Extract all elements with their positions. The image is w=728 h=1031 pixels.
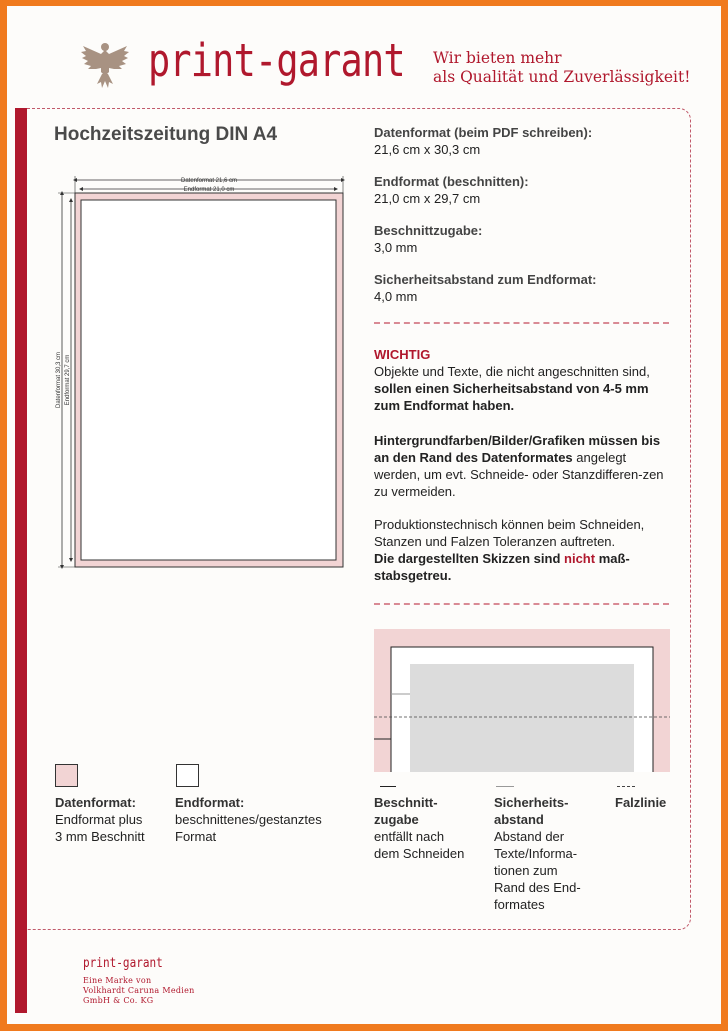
legend-datenformat-swatch <box>55 764 78 787</box>
legend-title: Endformat: <box>175 795 245 810</box>
spec-value: 3,0 mm <box>374 240 418 255</box>
legend-line: 3 mm Beschnitt <box>55 829 145 844</box>
footer-brand: print-garant <box>83 956 163 971</box>
important-heading: WICHTIG <box>374 347 431 362</box>
legend-title: Falzlinie <box>615 795 667 810</box>
spec-beschnitt <box>374 222 482 256</box>
width-data-label: Datenformat 21,6 cm <box>180 178 238 184</box>
legend-title: abstand <box>494 812 544 827</box>
legend-line: Format <box>175 829 217 844</box>
footer-note-line: Eine Marke von <box>83 976 152 985</box>
spec-label: Datenformat (beim PDF schreiben): <box>374 125 593 140</box>
detail-diagram <box>374 629 670 774</box>
legend-line: Abstand der <box>494 829 565 844</box>
spec-endformat <box>374 173 529 207</box>
height-data-label: Datenformat 30,3 cm <box>56 351 62 409</box>
trim-area <box>81 200 336 560</box>
legend-datenformat <box>55 794 145 845</box>
legend-line: entfällt nach <box>374 829 445 844</box>
important-p2 <box>374 432 666 500</box>
tagline-line1: Wir bieten mehr <box>433 49 562 67</box>
legend-beschnitt-line <box>380 786 396 787</box>
brand-logo-text: print-garant <box>148 34 405 87</box>
tagline-line2: als Qualität und Zuverlässigkeit! <box>433 68 691 86</box>
legend-title: Datenformat: <box>55 795 136 810</box>
legend-line: dem Schneiden <box>374 846 465 861</box>
important-section <box>374 346 674 414</box>
legend-endformat-swatch <box>176 764 199 787</box>
spec-label: Sicherheitsabstand zum Endformat: <box>374 272 597 287</box>
separator <box>374 322 669 324</box>
important-p3 <box>374 516 674 584</box>
legend-line: tionen zum <box>494 863 558 878</box>
legend-line: formates <box>494 897 545 912</box>
footer-note <box>83 976 195 1006</box>
format-diagram <box>50 170 350 575</box>
tagline <box>433 49 690 87</box>
important-p3-red: nicht <box>564 551 596 566</box>
important-p1-bold: sollen einen Sicherheitsabstand von 4-5 mm zum Endformat haben. <box>374 381 649 413</box>
important-p2-normal: angelegt werden, um evt. Schneide- oder Stanzdifferen-zen zu vermeiden. <box>374 450 664 499</box>
legend-beschnitt <box>374 794 464 862</box>
separator <box>374 603 669 605</box>
width-end-label: Endformat 21,0 cm <box>183 187 235 193</box>
spec-datenformat <box>374 124 592 158</box>
document-title: Hochzeitszeitung DIN A4 <box>54 124 278 145</box>
legend-sicherheit <box>494 794 581 913</box>
detail-safe-area <box>410 664 634 772</box>
important-p2-bold: Hintergrundfarben/Bilder/Grafiken müssen bis an den Rand des Datenformates <box>374 433 661 465</box>
legend-falz <box>615 794 666 811</box>
legend-title: Beschnitt- <box>374 795 438 810</box>
legend-line: Rand des End- <box>494 880 581 895</box>
spec-value: 21,0 cm x 29,7 cm <box>374 191 481 206</box>
spec-value: 4,0 mm <box>374 289 418 304</box>
legend-line: Endformat plus <box>55 812 143 827</box>
legend-line: Texte/Informa- <box>494 846 578 861</box>
spec-value: 21,6 cm x 30,3 cm <box>374 142 481 157</box>
height-end-label: Endformat 29,7 cm <box>65 354 71 406</box>
legend-title: zugabe <box>374 812 419 827</box>
legend-endformat <box>175 794 322 845</box>
eagle-logo-icon <box>80 40 130 92</box>
legend-line: beschnittenes/gestanztes <box>175 812 322 827</box>
red-side-bar <box>15 108 27 1013</box>
important-p3-normal: Produktionstechnisch können beim Schneiden, Stanzen und Falzen Toleranzen auftreten. <box>374 517 645 549</box>
important-p3-bold-b: maß-stabsgetreu. <box>374 551 630 583</box>
legend-falz-line <box>617 786 635 787</box>
important-p1-normal: Objekte und Texte, die nicht angeschnitten sind, <box>374 364 650 379</box>
legend-title: Sicherheits- <box>494 795 569 810</box>
important-p3-bold-a: Die dargestellten Skizzen sind <box>374 551 561 566</box>
legend-sicherheit-line <box>496 786 514 787</box>
spec-sicherheit <box>374 271 596 305</box>
spec-label: Endformat (beschnitten): <box>374 174 529 189</box>
footer-note-line: Volkhardt Caruna Medien <box>83 986 195 995</box>
footer-note-line: GmbH & Co. KG <box>83 996 154 1005</box>
spec-label: Beschnittzugabe: <box>374 223 483 238</box>
